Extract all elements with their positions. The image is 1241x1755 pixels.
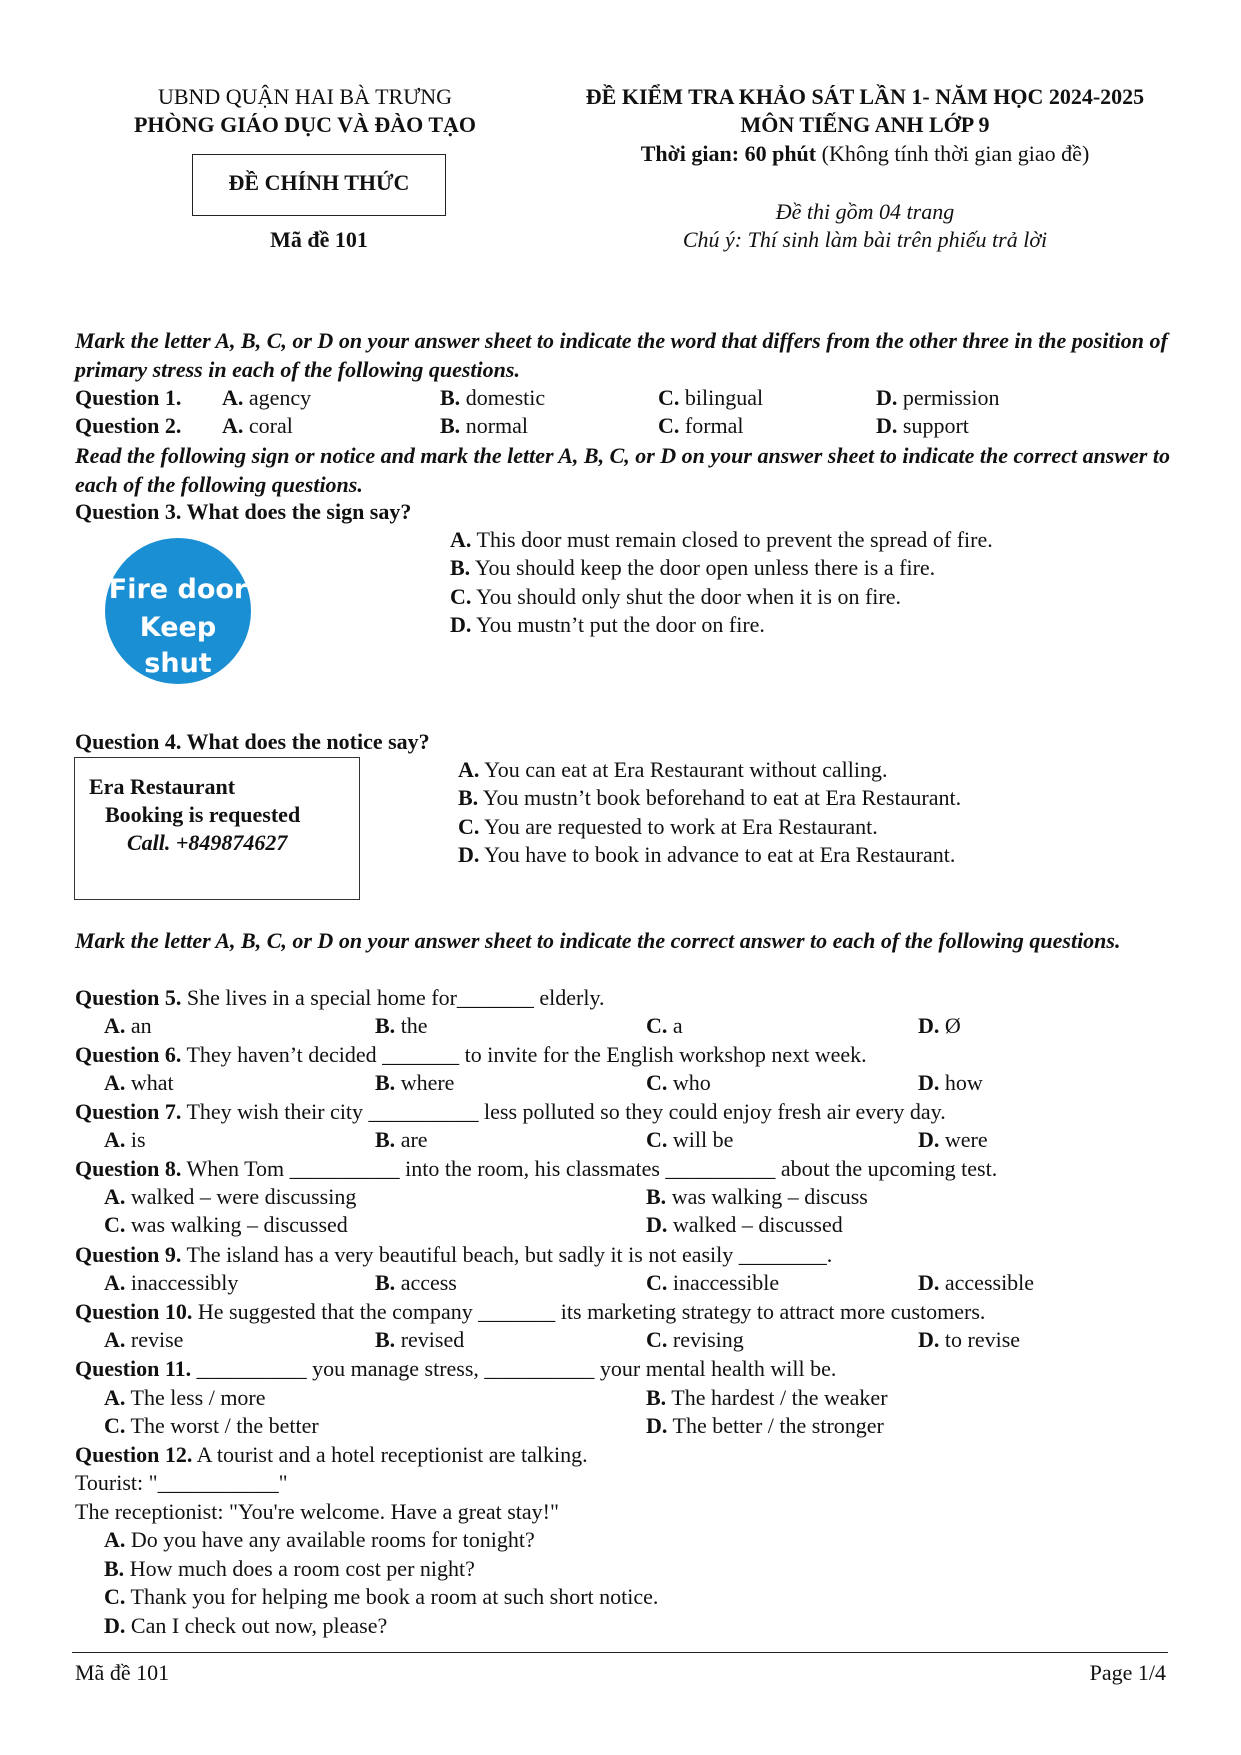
option-a: A. You can eat at Era Restaurant without calling.	[458, 757, 888, 782]
option-b: B. revised	[375, 1327, 465, 1352]
notice-line-1: Era Restaurant	[89, 774, 236, 799]
option-c: C. bilingual	[658, 385, 764, 410]
option-d: D. You mustn’t put the door on fire.	[450, 612, 765, 637]
sign-line-1: Fire door	[108, 574, 248, 605]
option-c: C. Thank you for helping me book a room at such short notice.	[104, 1584, 659, 1609]
option-b: B. are	[375, 1127, 428, 1152]
option-a: A. what	[104, 1070, 174, 1095]
notice-line-3: Call. +849874627	[127, 830, 288, 855]
option-b: B. access	[375, 1270, 457, 1295]
stress-instruction: Mark the letter A, B, C, or D on your answer sheet to indicate the word that differs from the other three in the position of primary stress in each of the following questions.	[75, 328, 1168, 382]
option-b: B. The hardest / the weaker	[646, 1385, 888, 1410]
question-8: Question 8. When Tom __________ into the room, his classmates __________ about the upcoming test.	[75, 1156, 998, 1181]
option-b: B. How much does a room cost per night?	[104, 1556, 475, 1581]
correct-instruction: Mark the letter A, B, C, or D on your answer sheet to indicate the correct answer to each of the following questions.	[75, 928, 1121, 953]
option-b: B. domestic	[440, 385, 546, 410]
question-number: Question 1.	[75, 385, 182, 410]
option-d: D. how	[918, 1070, 983, 1095]
option-d: D. were	[918, 1127, 988, 1152]
option-c: C. who	[646, 1070, 711, 1095]
time-bold: Thời gian: 60 phút	[640, 141, 817, 166]
option-a: A. coral	[222, 413, 293, 438]
option-c: C. You are requested to work at Era Restaurant.	[458, 814, 878, 839]
question-3	[75, 498, 411, 526]
question-6: Question 6. They haven’t decided _______ to invite for the English workshop next week.	[75, 1042, 867, 1067]
option-b: B. You should keep the door open unless there is a fire.	[450, 555, 936, 580]
restaurant-notice	[74, 757, 360, 900]
attention-note: Chú ý: Thí sinh làm bài trên phiếu trả lời	[682, 227, 1048, 252]
option-d: D. to revise	[918, 1327, 1021, 1352]
option-a: A. The less / more	[104, 1385, 266, 1410]
option-d: D. You have to book in advance to eat at Era Restaurant.	[458, 842, 956, 867]
receptionist-line: The receptionist: "You're welcome. Have a great stay!"	[75, 1499, 559, 1524]
option-a: A. Do you have any available rooms for tonight?	[104, 1527, 535, 1552]
option-c: C. The worst / the better	[104, 1413, 319, 1438]
option-a: A. is	[104, 1127, 146, 1152]
header-district: UBND QUẬN HAI BÀ TRƯNG	[157, 84, 453, 109]
option-b: B. You mustn’t book beforehand to eat at Era Restaurant.	[458, 785, 962, 810]
sign-instruction: Read the following sign or notice and mark the letter A, B, C, or D on your answer sheet to indicate the correct answer to each of the following questions.	[75, 443, 1170, 497]
question-10: Question 10. He suggested that the company _______ its marketing strategy to attract more customers.	[75, 1299, 986, 1324]
tourist-line: Tourist: "___________"	[75, 1470, 288, 1495]
option-a: A. This door must remain closed to prevent the spread of fire.	[450, 527, 993, 552]
sign-line-2: Keep shut	[139, 612, 217, 679]
option-b: B. normal	[440, 413, 529, 438]
fire-door-sign	[105, 538, 251, 684]
option-a: A. walked – were discussing	[104, 1184, 357, 1209]
official-label: ĐỀ CHÍNH THỨC	[228, 170, 410, 195]
page-number: Page 1/4	[1089, 1660, 1166, 1685]
subject-title: MÔN TIẾNG ANH LỚP 9	[740, 112, 990, 137]
option-c: C. revising	[646, 1327, 744, 1352]
question-11: Question 11. __________ you manage stress, __________ your mental health will be.	[75, 1356, 837, 1381]
question-5: Question 5. She lives in a special home for_______ elderly.	[75, 985, 605, 1010]
question-4	[75, 728, 430, 756]
exam-code: Mã đề 101	[270, 227, 368, 252]
time-note: (Không tính thời gian giao đề)	[821, 141, 1090, 166]
option-d: D. permission	[876, 385, 1000, 410]
question-1	[75, 384, 181, 412]
question-12: Question 12. A tourist and a hotel receptionist are talking.	[75, 1442, 588, 1467]
option-c: C. formal	[658, 413, 744, 438]
footer-code: Mã đề 101	[75, 1660, 170, 1685]
option-c: C. was walking – discussed	[104, 1212, 348, 1237]
header-department: PHÒNG GIÁO DỤC VÀ ĐÀO TẠO	[133, 112, 477, 137]
option-a: A. an	[104, 1013, 152, 1038]
option-c: C. a	[646, 1013, 683, 1038]
question-7: Question 7. They wish their city __________ less polluted so they could enjoy fresh air every day.	[75, 1099, 946, 1124]
option-d: D. accessible	[918, 1270, 1035, 1295]
option-c: C. inaccessible	[646, 1270, 780, 1295]
option-c: C. You should only shut the door when it is on fire.	[450, 584, 902, 609]
option-a: A. revise	[104, 1327, 184, 1352]
option-d: D. support	[876, 413, 969, 438]
option-a: A. inaccessibly	[104, 1270, 239, 1295]
notice-line-2: Booking is requested	[105, 802, 301, 827]
option-d: D. walked – discussed	[646, 1212, 843, 1237]
option-b: B. was walking – discuss	[646, 1184, 868, 1209]
footer-divider	[72, 1652, 1168, 1653]
option-d: D. Ø	[918, 1013, 961, 1038]
pages-note: Đề thi gồm 04 trang	[775, 199, 955, 224]
question-9: Question 9. The island has a very beautiful beach, but sadly it is not easily ________.	[75, 1242, 833, 1267]
option-b: B. the	[375, 1013, 428, 1038]
question-number: Question 3. What does the sign say?	[75, 499, 412, 524]
time-info	[540, 140, 1190, 168]
option-b: B. where	[375, 1070, 455, 1095]
question-2	[75, 412, 181, 440]
option-d: D. Can I check out now, please?	[104, 1613, 388, 1638]
question-number: Question 2.	[75, 413, 182, 438]
exam-title: ĐỀ KIỂM TRA KHẢO SÁT LẦN 1- NĂM HỌC 2024-2025	[585, 84, 1145, 109]
question-number: Question 4. What does the notice say?	[75, 729, 430, 754]
option-c: C. will be	[646, 1127, 734, 1152]
option-d: D. The better / the stronger	[646, 1413, 884, 1438]
option-a: A. agency	[222, 385, 312, 410]
